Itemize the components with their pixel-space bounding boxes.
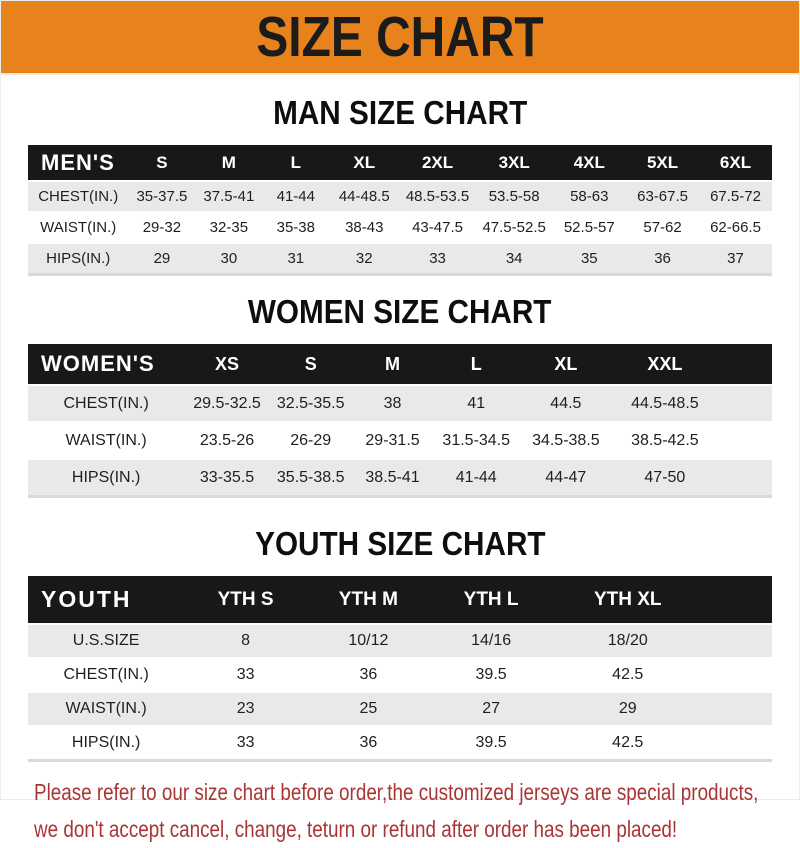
row-label: CHEST(IN.) <box>28 658 184 692</box>
size-cell: 34.5-38.5 <box>519 422 613 459</box>
size-cell: 32.5-35.5 <box>270 385 352 422</box>
row-label: HIPS(IN.) <box>28 459 184 497</box>
size-cell: 67.5-72 <box>699 181 772 212</box>
table-row <box>28 624 772 658</box>
col-header: M <box>352 344 434 385</box>
row-label: CHEST(IN.) <box>28 385 184 422</box>
youth-section-title-text: YOUTH SIZE CHART <box>254 525 546 562</box>
col-header: YTH S <box>184 576 307 624</box>
table-row <box>28 243 772 275</box>
size-cell: 33 <box>399 243 476 275</box>
size-cell: 32 <box>329 243 399 275</box>
size-cell: 42.5 <box>552 726 772 761</box>
col-header: XL <box>519 344 613 385</box>
banner-title: SIZE CHART <box>256 5 544 69</box>
size-cell: 14/16 <box>430 624 553 658</box>
size-cell: 58-63 <box>552 181 626 212</box>
size-cell: 8 <box>184 624 307 658</box>
disclaimer-line-1: Please refer to our size chart before order,the customized jerseys are special products, <box>34 779 759 805</box>
col-header: S <box>128 145 195 181</box>
size-cell: 35-38 <box>262 212 329 243</box>
size-cell: 36 <box>626 243 699 275</box>
youth-header-row <box>28 576 772 624</box>
women-section-title-text: WOMEN SIZE CHART <box>248 293 552 330</box>
women-header-row <box>28 344 772 385</box>
size-cell: 41-44 <box>433 459 519 497</box>
row-label: HIPS(IN.) <box>28 726 184 761</box>
size-cell: 37 <box>699 243 772 275</box>
col-header: YTH M <box>307 576 430 624</box>
size-cell: 29-31.5 <box>352 422 434 459</box>
size-cell: 29-32 <box>128 212 195 243</box>
size-cell: 41-44 <box>262 181 329 212</box>
table-row <box>28 692 772 726</box>
size-cell: 53.5-58 <box>476 181 553 212</box>
size-cell: 37.5-41 <box>195 181 262 212</box>
size-cell: 33-35.5 <box>184 459 270 497</box>
size-cell: 44.5-48.5 <box>613 385 772 422</box>
size-cell: 42.5 <box>552 658 772 692</box>
size-cell: 35 <box>552 243 626 275</box>
size-cell: 52.5-57 <box>552 212 626 243</box>
col-header: XXL <box>613 344 772 385</box>
size-cell: 26-29 <box>270 422 352 459</box>
size-cell: 29 <box>128 243 195 275</box>
size-cell: 44-47 <box>519 459 613 497</box>
disclaimer-line-2: we don't accept cancel, change, teturn or refund after order has been placed! <box>34 816 678 842</box>
size-cell: 35-37.5 <box>128 181 195 212</box>
size-cell: 38 <box>352 385 434 422</box>
col-header: 4XL <box>552 145 626 181</box>
size-cell: 38.5-42.5 <box>613 422 772 459</box>
size-cell: 33 <box>184 658 307 692</box>
disclaimer-note <box>34 774 799 848</box>
col-header: XL <box>329 145 399 181</box>
size-cell: 36 <box>307 726 430 761</box>
size-cell: 62-66.5 <box>699 212 772 243</box>
col-header: 2XL <box>399 145 476 181</box>
table-corner-label: MEN'S <box>28 145 128 181</box>
col-header: YTH L <box>430 576 553 624</box>
size-cell: 32-35 <box>195 212 262 243</box>
size-cell: 38-43 <box>329 212 399 243</box>
size-cell: 38.5-41 <box>352 459 434 497</box>
row-label: WAIST(IN.) <box>28 692 184 726</box>
col-header: YTH XL <box>552 576 772 624</box>
size-cell: 31.5-34.5 <box>433 422 519 459</box>
size-cell: 10/12 <box>307 624 430 658</box>
women-size-table <box>28 344 772 498</box>
table-row <box>28 726 772 761</box>
table-row <box>28 181 772 212</box>
row-label: WAIST(IN.) <box>28 422 184 459</box>
women-section-title <box>1 293 799 331</box>
size-cell: 44.5 <box>519 385 613 422</box>
size-cell: 44-48.5 <box>329 181 399 212</box>
col-header: L <box>262 145 329 181</box>
size-cell: 63-67.5 <box>626 181 699 212</box>
size-cell: 29 <box>552 692 772 726</box>
size-cell: 35.5-38.5 <box>270 459 352 497</box>
size-cell: 25 <box>307 692 430 726</box>
table-row <box>28 212 772 243</box>
man-section-title-text: MAN SIZE CHART <box>272 94 528 131</box>
size-cell: 31 <box>262 243 329 275</box>
size-cell: 47.5-52.5 <box>476 212 553 243</box>
size-cell: 33 <box>184 726 307 761</box>
size-chart-banner <box>1 1 799 75</box>
table-row <box>28 658 772 692</box>
size-cell: 30 <box>195 243 262 275</box>
row-label: HIPS(IN.) <box>28 243 128 275</box>
size-cell: 23.5-26 <box>184 422 270 459</box>
size-cell: 36 <box>307 658 430 692</box>
size-cell: 43-47.5 <box>399 212 476 243</box>
size-cell: 27 <box>430 692 553 726</box>
youth-section-title <box>1 525 799 563</box>
size-cell: 57-62 <box>626 212 699 243</box>
col-header: M <box>195 145 262 181</box>
size-cell: 39.5 <box>430 658 553 692</box>
size-cell: 41 <box>433 385 519 422</box>
row-label: U.S.SIZE <box>28 624 184 658</box>
table-row <box>28 385 772 422</box>
size-cell: 29.5-32.5 <box>184 385 270 422</box>
youth-size-table <box>28 576 772 762</box>
table-row <box>28 459 772 497</box>
man-section-title <box>1 94 799 132</box>
col-header: 6XL <box>699 145 772 181</box>
table-row <box>28 422 772 459</box>
man-header-row <box>28 145 772 181</box>
man-size-table <box>28 145 772 276</box>
size-cell: 18/20 <box>552 624 772 658</box>
size-cell: 48.5-53.5 <box>399 181 476 212</box>
row-label: WAIST(IN.) <box>28 212 128 243</box>
size-cell: 23 <box>184 692 307 726</box>
table-corner-label: WOMEN'S <box>28 344 184 385</box>
size-cell: 34 <box>476 243 553 275</box>
size-cell: 39.5 <box>430 726 553 761</box>
col-header: L <box>433 344 519 385</box>
size-cell: 47-50 <box>613 459 772 497</box>
table-corner-label: YOUTH <box>28 576 184 624</box>
col-header: 3XL <box>476 145 553 181</box>
col-header: S <box>270 344 352 385</box>
col-header: XS <box>184 344 270 385</box>
col-header: 5XL <box>626 145 699 181</box>
row-label: CHEST(IN.) <box>28 181 128 212</box>
